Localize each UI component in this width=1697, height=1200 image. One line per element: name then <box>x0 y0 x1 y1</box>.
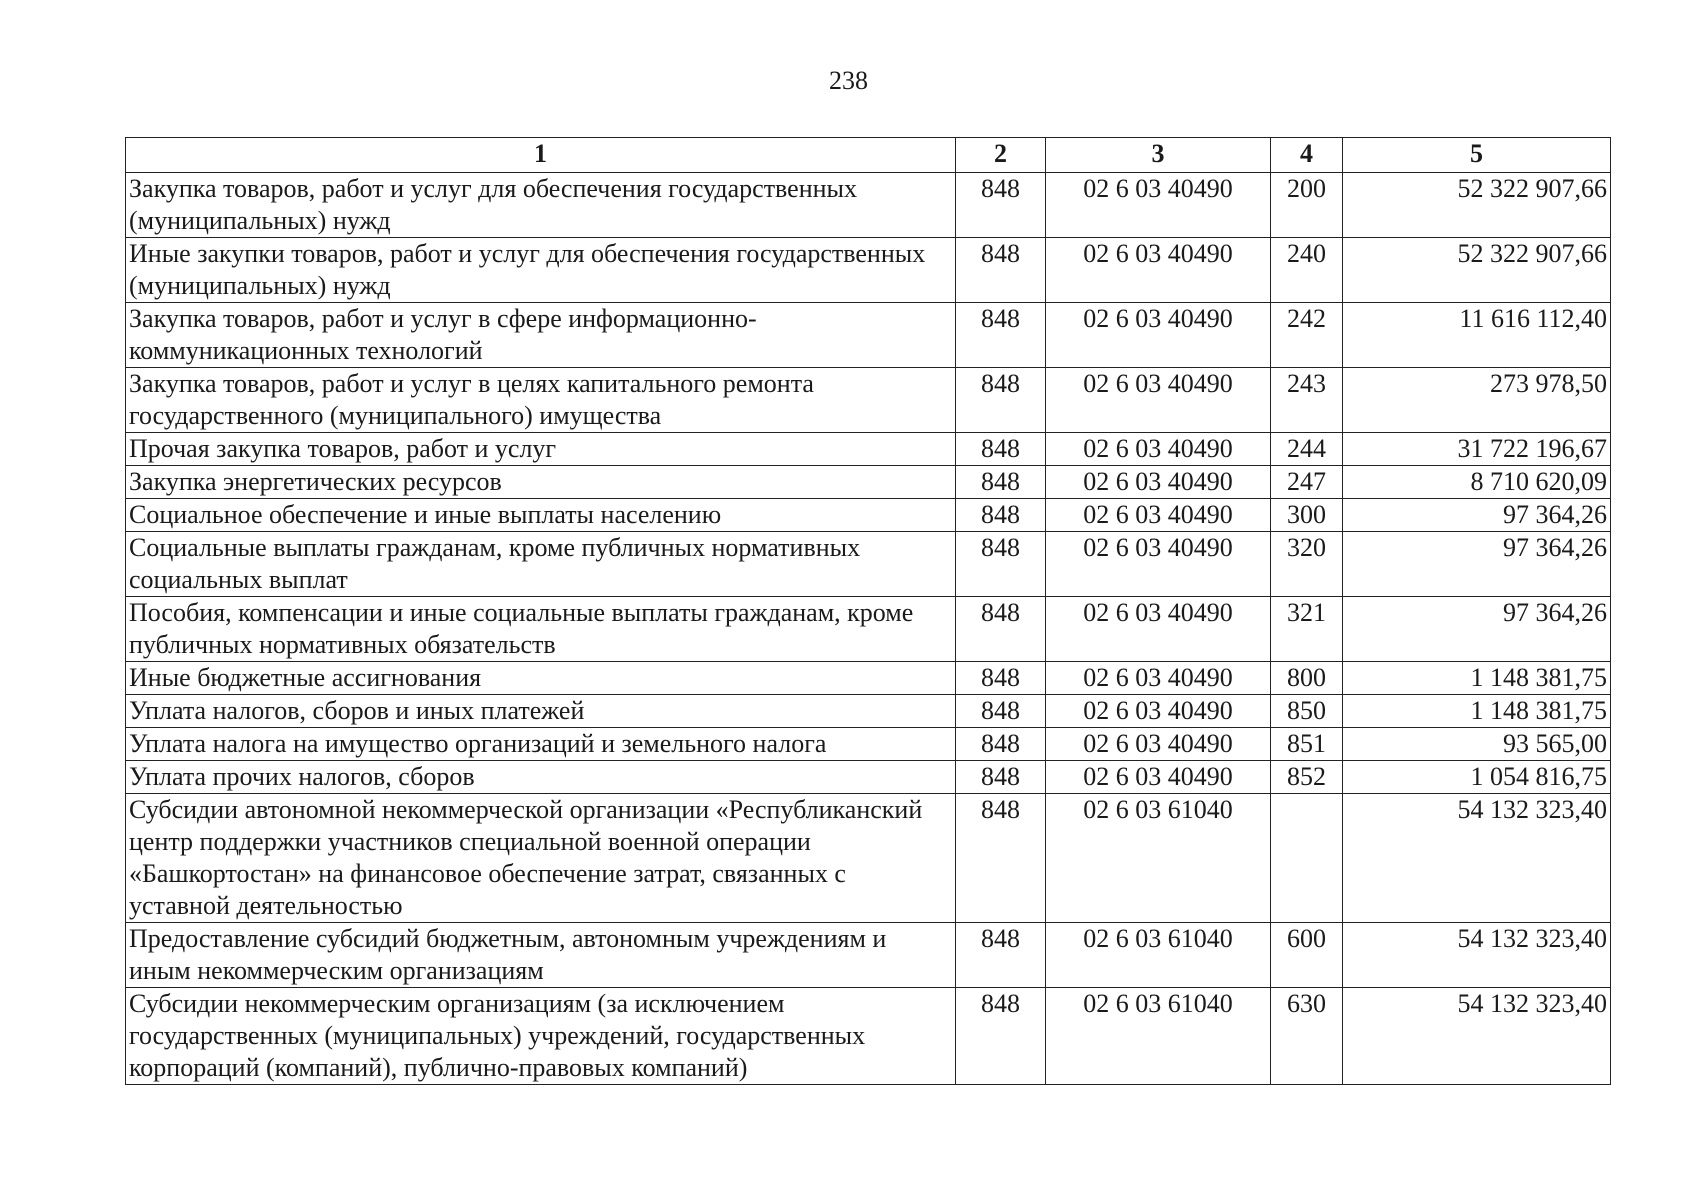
row-name-cell: Уплата прочих налогов, сборов <box>126 761 956 794</box>
row-csr-cell: 02 6 03 40490 <box>1046 532 1271 597</box>
row-name-cell: Уплата налога на имущество организаций и земельного налога <box>126 728 956 761</box>
row-ved-cell: 848 <box>956 303 1046 368</box>
row-ved-cell: 848 <box>956 238 1046 303</box>
row-ved-cell: 848 <box>956 466 1046 499</box>
row-name-cell: Субсидии автономной некоммерческой организации «Республиканский центр поддержки участников специальной военной операции «Башкортостан» на финансовое обеспечение затрат, связанных с уставной деятельностью <box>126 794 956 923</box>
row-name-cell: Субсидии некоммерческим организациям (за исключением государственных (муниципальных) учреждений, государственных корпораций (компаний), публично-правовых компаний) <box>126 988 956 1085</box>
row-csr-cell: 02 6 03 40490 <box>1046 695 1271 728</box>
table-row <box>126 173 1611 238</box>
row-ved-cell: 848 <box>956 923 1046 988</box>
row-ved-cell: 848 <box>956 794 1046 923</box>
row-vr-cell: 600 <box>1271 923 1343 988</box>
row-vr-cell: 800 <box>1271 662 1343 695</box>
table-row <box>126 794 1611 923</box>
row-ved-cell: 848 <box>956 532 1046 597</box>
row-sum-cell: 52 322 907,66 <box>1343 238 1611 303</box>
table-row <box>126 368 1611 433</box>
row-ved-cell: 848 <box>956 173 1046 238</box>
row-vr-cell: 320 <box>1271 532 1343 597</box>
table-row <box>126 238 1611 303</box>
row-name-cell: Прочая закупка товаров, работ и услуг <box>126 433 956 466</box>
row-csr-cell: 02 6 03 40490 <box>1046 466 1271 499</box>
row-csr-cell: 02 6 03 40490 <box>1046 728 1271 761</box>
page-number: 238 <box>829 66 868 95</box>
row-csr-cell: 02 6 03 40490 <box>1046 303 1271 368</box>
row-sum-cell: 11 616 112,40 <box>1343 303 1611 368</box>
row-name-cell: Закупка товаров, работ и услуг в целях капитального ремонта государственного (муниципального) имущества <box>126 368 956 433</box>
row-name-cell: Иные закупки товаров, работ и услуг для обеспечения государственных (муниципальных) нужд <box>126 238 956 303</box>
row-csr-cell: 02 6 03 40490 <box>1046 499 1271 532</box>
table-row <box>126 695 1611 728</box>
row-vr-cell: 851 <box>1271 728 1343 761</box>
row-name-cell: Закупка энергетических ресурсов <box>126 466 956 499</box>
row-sum-cell: 8 710 620,09 <box>1343 466 1611 499</box>
row-sum-cell: 54 132 323,40 <box>1343 988 1611 1085</box>
row-sum-cell: 1 148 381,75 <box>1343 662 1611 695</box>
table-row <box>126 728 1611 761</box>
row-vr-cell: 321 <box>1271 597 1343 662</box>
row-vr-cell: 200 <box>1271 173 1343 238</box>
row-csr-cell: 02 6 03 61040 <box>1046 923 1271 988</box>
table-row <box>126 532 1611 597</box>
row-ved-cell: 848 <box>956 433 1046 466</box>
row-csr-cell: 02 6 03 61040 <box>1046 988 1271 1085</box>
row-name-cell: Иные бюджетные ассигнования <box>126 662 956 695</box>
row-vr-cell: 243 <box>1271 368 1343 433</box>
row-sum-cell: 31 722 196,67 <box>1343 433 1611 466</box>
row-sum-cell: 93 565,00 <box>1343 728 1611 761</box>
row-sum-cell: 97 364,26 <box>1343 499 1611 532</box>
header-row <box>126 138 1611 173</box>
row-vr-cell: 850 <box>1271 695 1343 728</box>
row-csr-cell: 02 6 03 40490 <box>1046 173 1271 238</box>
row-ved-cell: 848 <box>956 988 1046 1085</box>
row-name-cell: Социальное обеспечение и иные выплаты населению <box>126 499 956 532</box>
table-row <box>126 303 1611 368</box>
column-header-5: 5 <box>1343 138 1611 173</box>
row-vr-cell: 247 <box>1271 466 1343 499</box>
row-ved-cell: 848 <box>956 368 1046 433</box>
row-sum-cell: 97 364,26 <box>1343 597 1611 662</box>
column-header-1: 1 <box>126 138 956 173</box>
row-vr-cell: 630 <box>1271 988 1343 1085</box>
row-name-cell: Социальные выплаты гражданам, кроме публичных нормативных социальных выплат <box>126 532 956 597</box>
row-sum-cell: 1 148 381,75 <box>1343 695 1611 728</box>
row-name-cell: Предоставление субсидий бюджетным, автономным учреждениям и иным некоммерческим организациям <box>126 923 956 988</box>
row-csr-cell: 02 6 03 40490 <box>1046 597 1271 662</box>
row-name-cell: Закупка товаров, работ и услуг для обеспечения государственных (муниципальных) нужд <box>126 173 956 238</box>
table-row <box>126 433 1611 466</box>
table-row <box>126 466 1611 499</box>
row-csr-cell: 02 6 03 40490 <box>1046 433 1271 466</box>
budget-table <box>125 137 1611 1085</box>
row-csr-cell: 02 6 03 40490 <box>1046 368 1271 433</box>
table-row <box>126 988 1611 1085</box>
column-header-4: 4 <box>1271 138 1343 173</box>
table-row <box>126 597 1611 662</box>
row-csr-cell: 02 6 03 40490 <box>1046 238 1271 303</box>
row-sum-cell: 54 132 323,40 <box>1343 794 1611 923</box>
row-sum-cell: 1 054 816,75 <box>1343 761 1611 794</box>
column-header-2: 2 <box>956 138 1046 173</box>
row-csr-cell: 02 6 03 61040 <box>1046 794 1271 923</box>
row-vr-cell: 242 <box>1271 303 1343 368</box>
row-name-cell: Пособия, компенсации и иные социальные выплаты гражданам, кроме публичных нормативных обязательств <box>126 597 956 662</box>
row-sum-cell: 54 132 323,40 <box>1343 923 1611 988</box>
row-csr-cell: 02 6 03 40490 <box>1046 761 1271 794</box>
table-row <box>126 761 1611 794</box>
row-name-cell: Закупка товаров, работ и услуг в сфере информационно-коммуникационных технологий <box>126 303 956 368</box>
row-vr-cell: 852 <box>1271 761 1343 794</box>
row-vr-cell: 244 <box>1271 433 1343 466</box>
table-row <box>126 923 1611 988</box>
row-ved-cell: 848 <box>956 761 1046 794</box>
row-vr-cell: 240 <box>1271 238 1343 303</box>
row-ved-cell: 848 <box>956 728 1046 761</box>
row-sum-cell: 97 364,26 <box>1343 532 1611 597</box>
row-csr-cell: 02 6 03 40490 <box>1046 662 1271 695</box>
row-vr-cell: 300 <box>1271 499 1343 532</box>
row-name-cell: Уплата налогов, сборов и иных платежей <box>126 695 956 728</box>
row-sum-cell: 273 978,50 <box>1343 368 1611 433</box>
row-sum-cell: 52 322 907,66 <box>1343 173 1611 238</box>
table-row <box>126 499 1611 532</box>
row-vr-cell <box>1271 794 1343 923</box>
row-ved-cell: 848 <box>956 499 1046 532</box>
column-header-3: 3 <box>1046 138 1271 173</box>
row-ved-cell: 848 <box>956 695 1046 728</box>
row-ved-cell: 848 <box>956 597 1046 662</box>
table-row <box>126 662 1611 695</box>
row-ved-cell: 848 <box>956 662 1046 695</box>
